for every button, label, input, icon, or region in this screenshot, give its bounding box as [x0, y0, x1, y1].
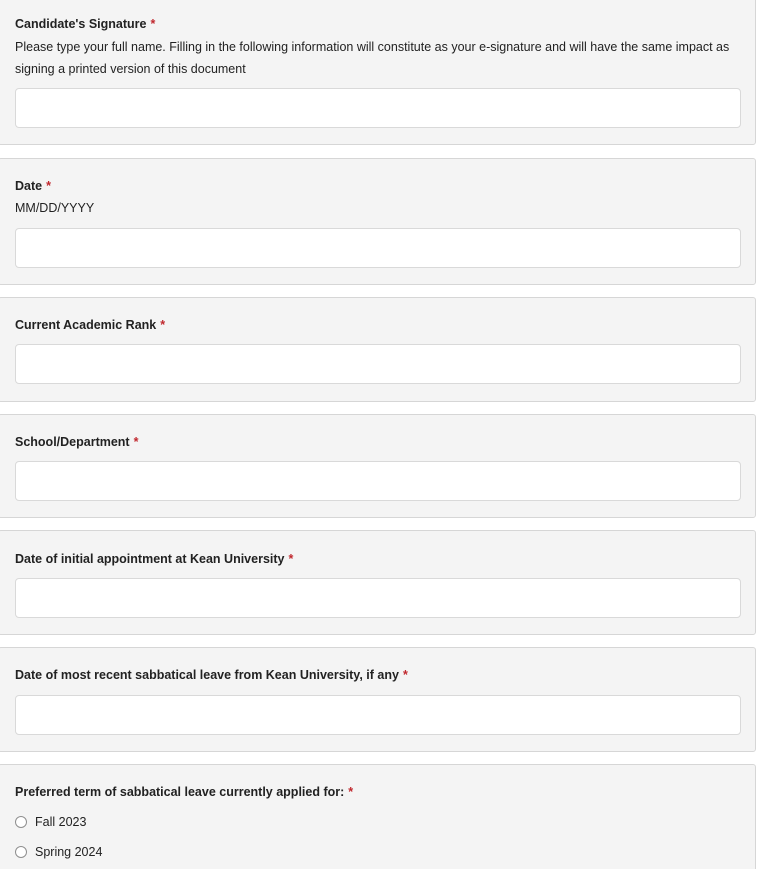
initial-appointment-input[interactable] [15, 578, 741, 618]
required-asterisk: * [133, 435, 139, 449]
term-option-label: Spring 2024 [35, 845, 103, 859]
signature-description: Please type your full name. Filling in the following information will constitute as your e-signature and will have the same impact as signing a printed version of this document [15, 40, 730, 76]
recent-sabbatical-label: Date of most recent sabbatical leave from Kean University, if any * [15, 668, 408, 682]
recent-sabbatical-input[interactable] [15, 695, 741, 735]
required-asterisk: * [288, 552, 294, 566]
preferred-term-label: Preferred term of sabbatical leave currently applied for: * [15, 785, 354, 799]
required-asterisk: * [348, 785, 354, 799]
signature-label: Candidate's Signature * [15, 17, 156, 31]
signature-input[interactable] [15, 88, 741, 128]
school-department-question-card [0, 414, 756, 518]
initial-appointment-question-card [0, 530, 756, 635]
required-asterisk: * [150, 17, 156, 31]
school-department-input[interactable] [15, 461, 741, 501]
academic-rank-question-card [0, 297, 756, 402]
required-asterisk: * [46, 179, 51, 193]
date-question-card [0, 158, 756, 285]
preferred-term-question-card [0, 764, 756, 869]
date-format-hint: MM/DD/YYYY [15, 201, 95, 215]
school-department-label: School/Department * [15, 435, 139, 449]
date-label: Date * [15, 179, 51, 193]
initial-appointment-label: Date of initial appointment at Kean University * [15, 552, 294, 566]
academic-rank-input[interactable] [15, 344, 741, 384]
radio-button-unselected[interactable] [15, 846, 27, 858]
signature-question-card [0, 0, 756, 145]
radio-button-unselected[interactable] [15, 816, 27, 828]
term-option-spring-2024[interactable] [15, 845, 102, 859]
required-asterisk: * [160, 318, 166, 332]
required-asterisk: * [402, 668, 408, 682]
academic-rank-label: Current Academic Rank * [15, 318, 166, 332]
term-option-label: Fall 2023 [35, 815, 87, 829]
term-option-fall-2023[interactable] [15, 815, 86, 829]
date-input[interactable] [15, 228, 741, 268]
recent-sabbatical-question-card [0, 647, 756, 752]
